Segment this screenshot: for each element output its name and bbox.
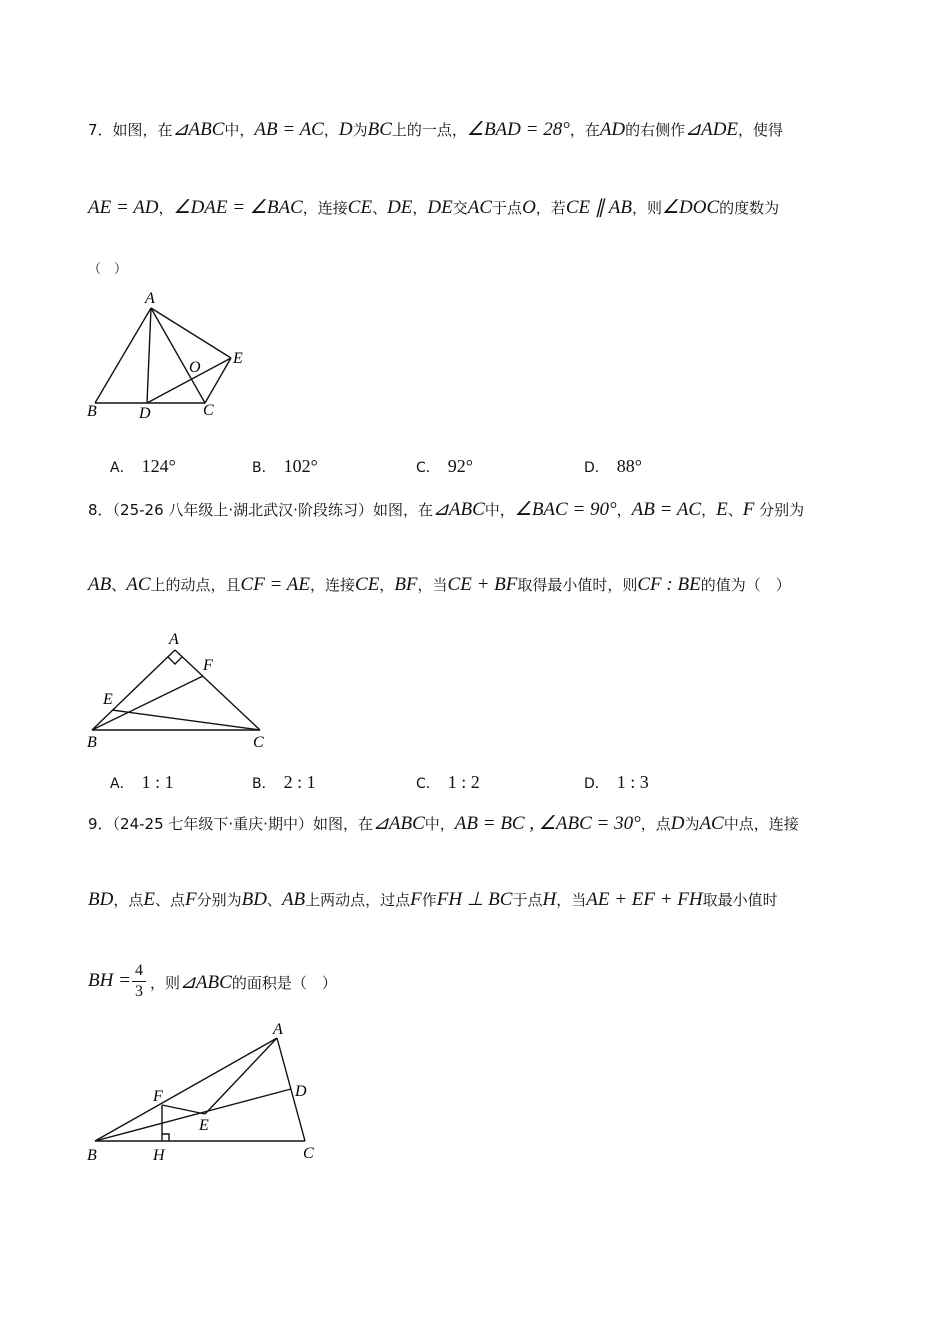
math-expression: ⊿ABC <box>432 499 485 520</box>
math-expression: BC <box>367 119 392 140</box>
q7-line1-content <box>113 121 784 139</box>
q7-option-d[interactable]: D． 88° <box>584 456 642 476</box>
q8-line2-content <box>88 576 791 594</box>
math-expression: AC <box>126 574 151 595</box>
text-run: 上两动点，过点 <box>305 891 411 909</box>
q7-label-B: B <box>87 403 97 420</box>
math-expression: ∠BAD = 28° <box>466 119 570 140</box>
text-run: 、点 <box>154 891 185 909</box>
math-expression: ∠DAE = ∠BAC <box>173 197 303 218</box>
text-run: ， <box>701 501 717 519</box>
math-expression: ⊿ABC <box>172 119 225 140</box>
q7-seg-AD <box>147 308 151 403</box>
q7-option-b[interactable]: B． 102° <box>252 456 318 476</box>
text-run: 的度数为 <box>719 199 780 217</box>
math-expression: AE = AD <box>88 197 159 218</box>
q8-right-angle-mark <box>168 657 182 664</box>
q9-number: 9． <box>88 815 113 833</box>
q7-number: 7． <box>88 121 113 139</box>
q9-label-B: B <box>87 1147 97 1164</box>
math-expression: BD <box>88 889 114 910</box>
q7-line2-content <box>88 199 779 217</box>
q9-frac-num: 4 <box>135 962 143 979</box>
text-run: ，使得 <box>738 121 784 139</box>
q9-label-C: C <box>303 1145 314 1162</box>
q8-number: 8． <box>88 501 113 519</box>
text-run: ，则 <box>150 974 181 992</box>
text-run: 中点，连接 <box>723 815 799 833</box>
q9-bh-prefix: BH = <box>88 970 131 991</box>
text-run: 于点 <box>492 199 523 217</box>
math-expression: D <box>670 813 685 834</box>
math-expression: ⊿ADE <box>685 119 739 140</box>
math-expression: E <box>716 499 728 520</box>
text-run: 为 <box>684 815 700 833</box>
math-expression: AB <box>281 889 306 910</box>
q8-seg-AC <box>175 650 260 730</box>
math-expression: AB = AC <box>254 119 324 140</box>
q9-line1 <box>88 812 910 835</box>
text-run: 交 <box>452 199 468 217</box>
text-run: ， <box>323 121 339 139</box>
math-expression: CE ∥ AB <box>565 197 632 218</box>
text-run: 中， <box>424 815 455 833</box>
text-run: 的右侧作 <box>625 121 686 139</box>
q7-figure <box>85 288 255 420</box>
q9-frac-bar <box>132 981 146 982</box>
text-run: ，连接 <box>302 199 348 217</box>
text-run: ，连接 <box>310 576 356 594</box>
math-expression: ∠BAC = 90° <box>514 499 617 520</box>
q7-seg-AB <box>95 308 151 403</box>
q8-seg-CE <box>112 710 260 730</box>
q9-label-E: E <box>199 1117 209 1134</box>
q9-line2-content <box>88 891 778 909</box>
q9-line2 <box>88 888 910 911</box>
q7-label-E: E <box>233 350 243 367</box>
text-run: ， <box>379 576 395 594</box>
q7-answer-paren: （ ） <box>88 262 128 277</box>
math-expression: BD <box>241 889 267 910</box>
math-expression: AB = AC <box>631 499 702 520</box>
q9-figure <box>85 1018 325 1168</box>
math-expression: CE + BF <box>447 574 518 595</box>
q7-line1 <box>88 118 910 141</box>
math-expression: ⊿ABC <box>372 813 425 834</box>
math-expression: AC <box>699 813 724 834</box>
text-run: ，在 <box>569 121 600 139</box>
text-run: ，若 <box>535 199 566 217</box>
text-run: 、 <box>727 501 743 519</box>
text-run: 取最小值时 <box>702 891 778 909</box>
q9-label-A: A <box>273 1021 283 1038</box>
text-run: 的值为（ ） <box>700 576 791 594</box>
q9-seg-BD <box>95 1089 291 1141</box>
text-run: 、 <box>111 576 127 594</box>
q7-label-A: A <box>145 290 155 307</box>
q9-seg-EF <box>162 1105 205 1114</box>
math-expression: AC <box>467 197 493 218</box>
q8-line1 <box>88 498 910 521</box>
text-run: 分别为 <box>196 891 242 909</box>
q8-label-A: A <box>169 631 179 648</box>
q8-option-a[interactable]: A． 1 : 1 <box>110 772 174 792</box>
text-run: 的面积是（ ） <box>231 974 337 992</box>
math-expression: AB = BC , ∠ABC = 30° <box>454 813 641 834</box>
math-expression: F <box>742 499 755 520</box>
q8-figure <box>85 628 275 753</box>
text-run: 作 <box>421 891 437 909</box>
text-run: ，点 <box>113 891 144 909</box>
q8-line1-content <box>113 501 805 519</box>
math-expression: FH ⊥ BC <box>436 889 513 910</box>
math-expression: DE <box>427 197 453 218</box>
math-expression: CF = AE <box>240 574 310 595</box>
q9-right-angle-mark <box>162 1134 169 1141</box>
q7-option-a[interactable]: A． 124° <box>110 456 176 476</box>
q9-label-H: H <box>153 1147 165 1164</box>
text-run: （25-26 八年级上·湖北武汉·阶段练习）如图，在 <box>112 501 433 519</box>
text-run: 、 <box>372 199 388 217</box>
q9-line3-suffix <box>150 971 337 994</box>
q8-label-F: F <box>203 657 213 674</box>
q7-seg-AC <box>151 308 205 403</box>
q7-option-c[interactable]: C． 92° <box>416 456 473 476</box>
text-run: 中， <box>224 121 255 139</box>
q9-line1-content <box>113 815 799 833</box>
math-expression: AB <box>88 574 112 595</box>
q7-label-D: D <box>139 405 151 422</box>
q9-line3 <box>88 962 910 1008</box>
text-run: （24-25 七年级下·重庆·期中）如图，在 <box>112 815 373 833</box>
math-expression: DE <box>387 197 413 218</box>
q8-option-b[interactable]: B． 2 : 1 <box>252 772 316 792</box>
math-expression: AE + EF + FH <box>586 889 703 910</box>
text-run: ，点 <box>640 815 671 833</box>
text-run: ， <box>412 199 428 217</box>
q7-label-O: O <box>189 359 201 376</box>
text-run: ， <box>158 199 174 217</box>
math-expression: CF : BE <box>637 574 701 595</box>
text-run: 如图，在 <box>112 121 173 139</box>
text-run: ，则 <box>631 199 662 217</box>
text-run: 中， <box>484 501 515 519</box>
q9-seg-AB <box>95 1038 277 1141</box>
q8-label-C: C <box>253 734 264 751</box>
text-run: 、 <box>266 891 282 909</box>
math-expression: F <box>410 889 422 910</box>
q9-frac-den: 3 <box>135 983 143 1000</box>
q8-option-d[interactable]: D． 1 : 3 <box>584 772 649 792</box>
text-run: 上的动点，且 <box>150 576 241 594</box>
text-run: 取得最小值时，则 <box>517 576 638 594</box>
q8-seg-AB <box>92 650 175 730</box>
text-run: 分别为 <box>754 501 805 519</box>
q8-label-B: B <box>87 734 97 751</box>
q9-label-F: F <box>153 1088 163 1105</box>
math-expression: CE <box>355 574 380 595</box>
math-expression: D <box>338 119 353 140</box>
math-expression: BF <box>394 574 418 595</box>
text-run: ， <box>616 501 632 519</box>
q8-option-c[interactable]: C． 1 : 2 <box>416 772 480 792</box>
math-expression: CE <box>347 197 373 218</box>
math-expression: E <box>143 889 155 910</box>
q8-line2 <box>88 574 910 596</box>
q7-label-C: C <box>203 402 214 419</box>
q9-fraction <box>132 962 146 1001</box>
text-run: ，当 <box>417 576 448 594</box>
q9-label-D: D <box>295 1083 307 1100</box>
math-expression: AD <box>599 119 626 140</box>
q8-label-E: E <box>103 691 113 708</box>
math-expression: ⊿ABC <box>180 972 232 993</box>
q7-line2 <box>88 196 910 219</box>
math-expression: ∠DOC <box>661 197 720 218</box>
math-expression: F <box>184 889 197 910</box>
text-run: 上的一点， <box>391 121 467 139</box>
text-run: 为 <box>352 121 368 139</box>
text-run: ，当 <box>556 891 587 909</box>
math-expression: H <box>542 889 557 910</box>
q7-seg-AE <box>151 308 231 358</box>
text-run: 于点 <box>512 891 543 909</box>
math-expression: O <box>522 197 536 218</box>
